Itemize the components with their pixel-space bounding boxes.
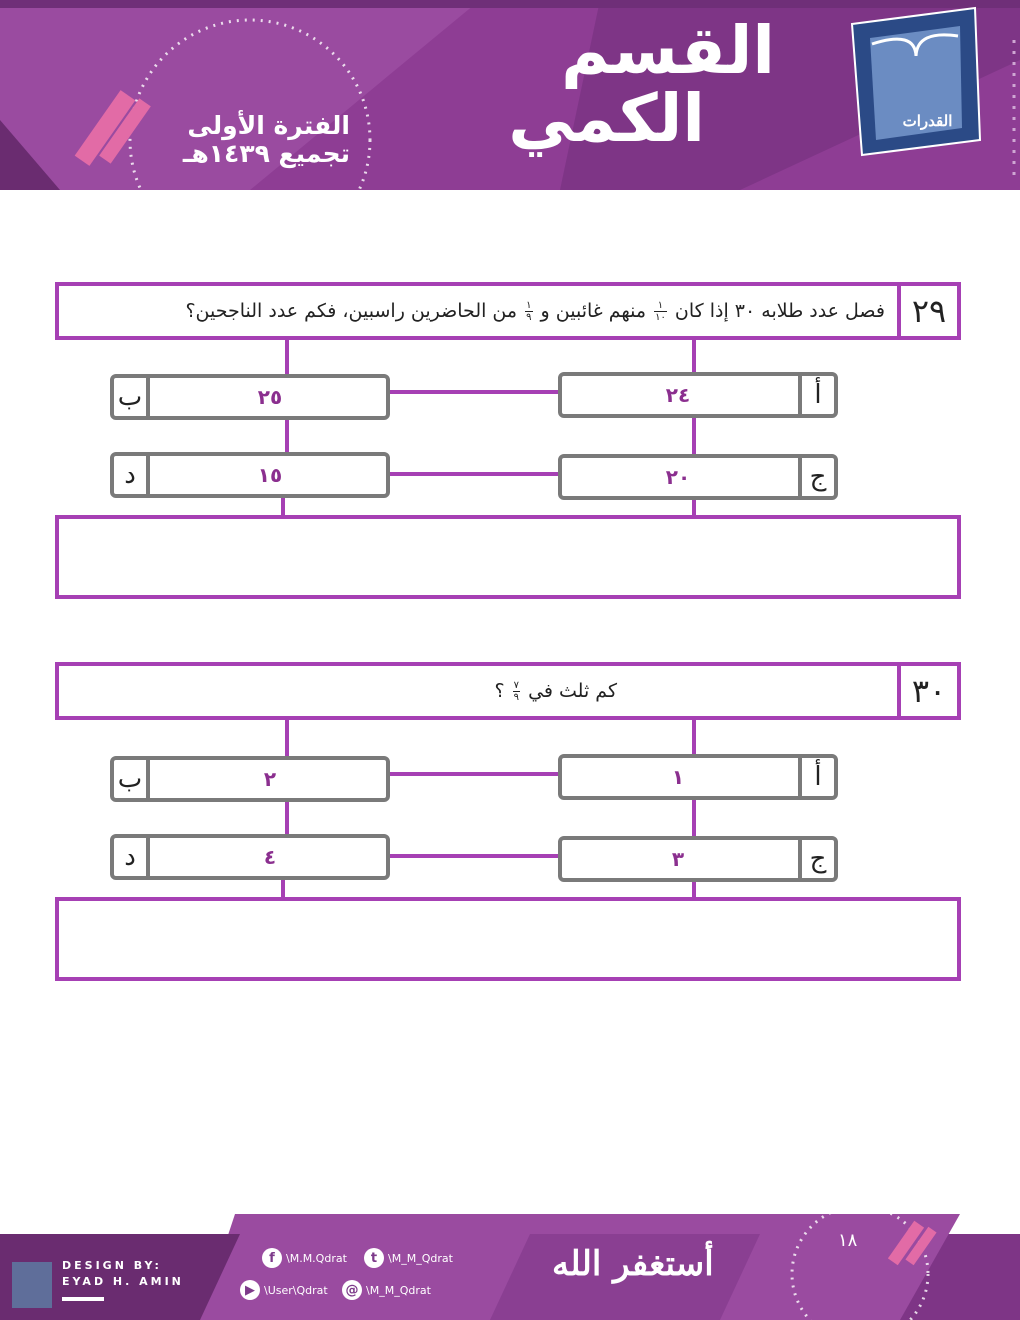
option-b-value: ٢٥ <box>257 385 283 409</box>
question-text-part2: منهم غائبين و <box>540 300 647 322</box>
option-a[interactable] <box>558 372 838 418</box>
solution-box[interactable] <box>55 515 961 599</box>
twitter-icon: t <box>364 1248 384 1268</box>
fraction-1-denominator: ٩ <box>513 692 520 703</box>
page-number: ١٨ <box>838 1230 858 1251</box>
fraction-2-denominator: ٩ <box>526 312 532 323</box>
page-footer <box>0 1214 1020 1320</box>
social-twitter[interactable] <box>364 1248 453 1268</box>
option-c-value: ٣ <box>671 847 685 871</box>
fraction-2-numerator: ١ <box>526 300 532 311</box>
connector-right-top <box>692 720 696 756</box>
design-credit-line1: DESIGN BY: <box>62 1259 162 1272</box>
option-a-letter: أ <box>798 758 834 796</box>
facebook-icon: f <box>262 1248 282 1268</box>
connector-left-mid <box>285 802 289 836</box>
fraction-2 <box>525 300 532 323</box>
social-instagram[interactable] <box>342 1280 431 1300</box>
option-c[interactable] <box>558 454 838 500</box>
design-underline <box>62 1297 104 1301</box>
connector-left-top <box>285 340 289 376</box>
connector-row1 <box>390 772 560 776</box>
fraction-1-numerator: ٧ <box>513 680 520 691</box>
connector-row2 <box>390 472 560 476</box>
option-c[interactable] <box>558 836 838 882</box>
twitter-handle: \M_M_Qdrat <box>388 1251 453 1265</box>
option-b-letter: ب <box>114 760 150 798</box>
question-bar <box>55 662 961 720</box>
option-d-letter: د <box>114 838 150 876</box>
connector-left-mid <box>285 420 289 454</box>
instagram-handle: \M_M_Qdrat <box>366 1283 431 1297</box>
fraction-1-denominator: ١٠ <box>655 312 666 323</box>
option-b[interactable] <box>110 374 390 420</box>
question-bar <box>55 282 961 340</box>
connector-row2 <box>390 854 560 858</box>
instagram-icon: @ <box>342 1280 362 1300</box>
connector-left-top <box>285 720 289 758</box>
period-label <box>140 112 350 167</box>
option-a-letter: أ <box>798 376 834 414</box>
question-text-part1: كم ثلث في <box>528 680 617 702</box>
section-title-line2: الكمي <box>508 80 705 157</box>
question-30 <box>0 662 1020 982</box>
period-line1: الفترة الأولى <box>187 111 350 140</box>
section-title-line1: القسم <box>561 12 775 89</box>
design-credit <box>62 1258 184 1290</box>
question-text-part3: من الحاضرين راسبين، فكم عدد الناجحين؟ <box>185 300 518 322</box>
question-29 <box>0 280 1020 600</box>
youtube-icon: ▶ <box>240 1280 260 1300</box>
option-b-value: ٢ <box>263 767 277 791</box>
page-header <box>0 0 1020 190</box>
youtube-handle: \User\Qdrat <box>264 1283 328 1297</box>
option-c-value: ٢٠ <box>665 465 691 489</box>
option-d-value: ٤ <box>263 845 277 869</box>
question-text <box>495 666 618 716</box>
option-a-value: ٢٤ <box>665 383 691 407</box>
design-credit-line2: EYAD H. AMIN <box>62 1275 184 1288</box>
connector-right-mid <box>692 418 696 456</box>
question-text <box>185 286 885 336</box>
question-text-part2: ؟ <box>494 680 505 702</box>
calligraphy-text: أستغفر الله <box>552 1244 714 1284</box>
option-d[interactable] <box>110 834 390 880</box>
fraction-1-numerator: ١ <box>654 300 667 312</box>
section-title <box>508 12 775 157</box>
option-a-value: ١ <box>671 765 685 789</box>
logo-text: القدرات <box>902 112 953 130</box>
option-c-letter: ج <box>798 458 834 496</box>
fraction-1 <box>654 300 667 323</box>
social-youtube[interactable] <box>240 1280 328 1300</box>
option-b[interactable] <box>110 756 390 802</box>
question-number: ٢٩ <box>897 286 957 336</box>
option-c-letter: ج <box>798 840 834 878</box>
option-a[interactable] <box>558 754 838 800</box>
question-number: ٣٠ <box>897 666 957 716</box>
question-text-part1: فصل عدد طلابه ٣٠ إذا كان <box>674 300 885 322</box>
option-d-value: ١٥ <box>257 463 283 487</box>
connector-row1 <box>390 390 560 394</box>
option-d[interactable] <box>110 452 390 498</box>
social-facebook[interactable] <box>262 1248 347 1268</box>
option-d-letter: د <box>114 456 150 494</box>
fraction-1 <box>513 680 520 703</box>
connector-right-top <box>692 340 696 374</box>
facebook-handle: \M.M.Qdrat <box>286 1251 347 1265</box>
period-line2: تجميع ١٤٣٩هـ <box>182 138 350 168</box>
solution-box[interactable] <box>55 897 961 981</box>
option-b-letter: ب <box>114 378 150 416</box>
connector-right-mid <box>692 800 696 838</box>
